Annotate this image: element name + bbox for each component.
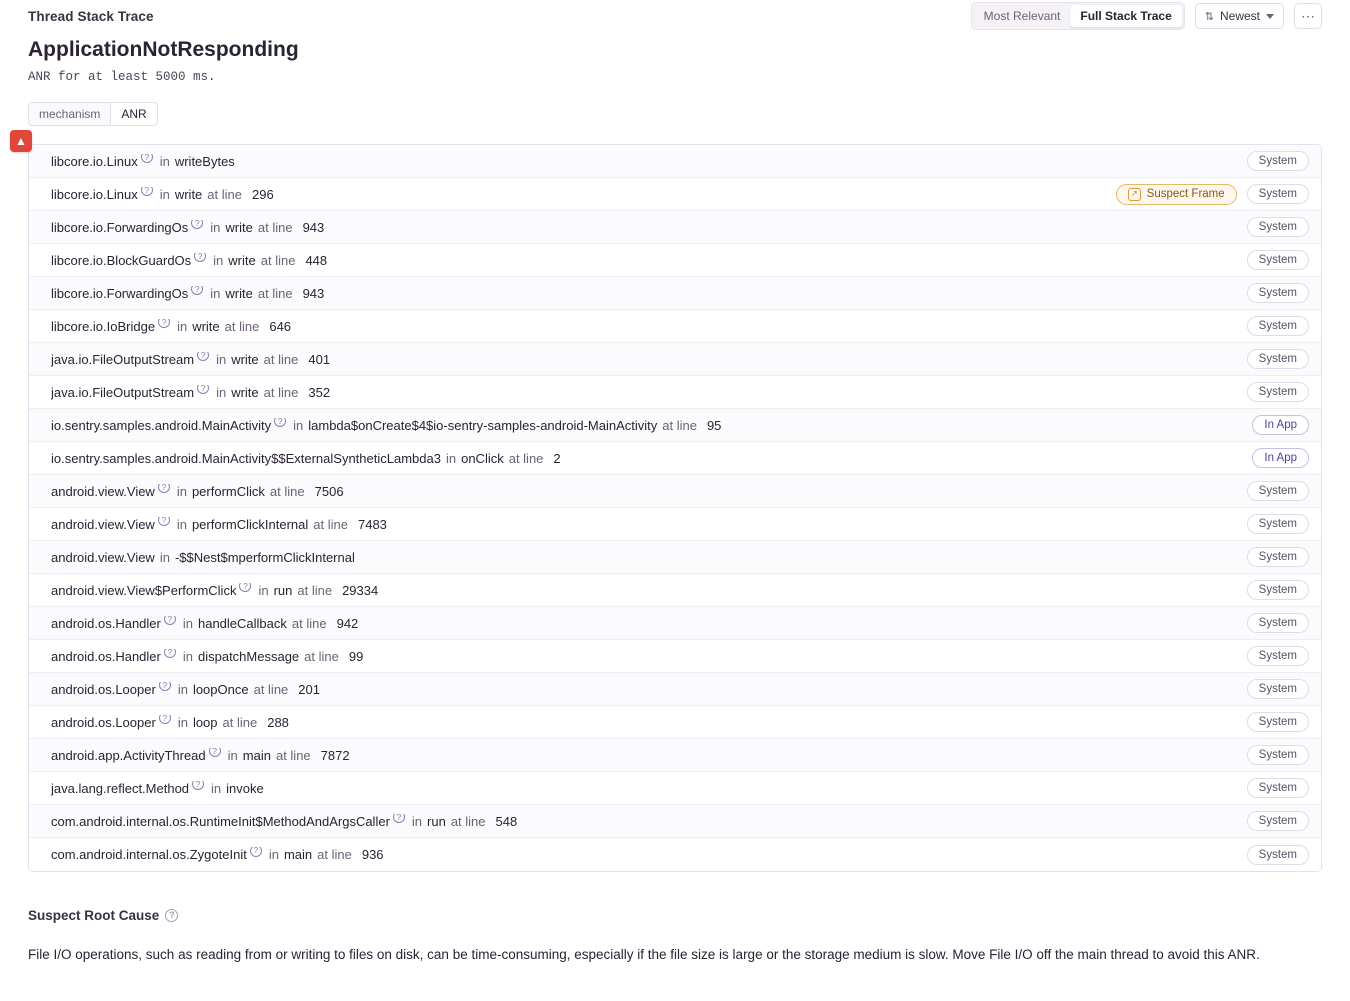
- frame-package: java.io.FileOutputStream: [51, 351, 195, 367]
- frame-at-line-label: at line: [317, 847, 352, 862]
- system-badge: System: [1247, 184, 1309, 204]
- stack-frame-row[interactable]: [29, 244, 1321, 277]
- frame-line-number: 201: [298, 681, 320, 697]
- frame-badges: [1247, 547, 1309, 567]
- help-icon[interactable]: ?: [239, 583, 251, 593]
- frame-package: java.io.FileOutputStream: [51, 384, 195, 400]
- frame-function: run: [273, 582, 293, 598]
- frame-badges: [1247, 481, 1309, 501]
- frame-at-line-label: at line: [275, 747, 311, 763]
- frame-at-line-label: at line: [260, 252, 296, 268]
- stack-frame-content: [51, 319, 1235, 334]
- frame-badges: [1247, 712, 1309, 732]
- frame-package: libcore.io.BlockGuardOs: [51, 252, 192, 268]
- stack-frame-row[interactable]: [29, 607, 1321, 640]
- tag-key: mechanism: [29, 103, 111, 125]
- frame-package: libcore.io.ForwardingOs: [51, 219, 189, 235]
- frame-in-keyword: in: [177, 318, 188, 334]
- frame-package: libcore.io.IoBridge: [51, 318, 156, 334]
- sort-button[interactable]: [1195, 3, 1284, 29]
- frame-line-number: 942: [336, 615, 359, 631]
- frame-in-keyword: in: [210, 219, 221, 235]
- frame-badges: [1247, 514, 1309, 534]
- in-app-badge: In App: [1252, 415, 1309, 435]
- sort-icon: ⇅: [1204, 10, 1214, 23]
- stack-frame-row[interactable]: [29, 739, 1321, 772]
- frame-badges: [1252, 415, 1309, 435]
- stack-frame-row[interactable]: [29, 541, 1321, 574]
- error-header: [0, 28, 1350, 84]
- frame-badges: [1247, 316, 1309, 336]
- frame-function: write: [192, 318, 220, 334]
- frame-badges: [1247, 349, 1309, 369]
- frame-line-number: 943: [302, 219, 325, 235]
- frame-line-number: 288: [267, 714, 289, 730]
- stack-frame-content: [51, 616, 1235, 631]
- frame-package: android.os.Looper: [51, 681, 156, 697]
- frame-line-number: 296: [252, 186, 274, 202]
- toggle-full-stack-trace[interactable]: Full Stack Trace: [1070, 5, 1181, 27]
- stack-frame-content: [51, 847, 1235, 862]
- stack-frame-row[interactable]: [29, 574, 1321, 607]
- frame-package: android.view.View: [51, 516, 155, 532]
- help-icon[interactable]: ?: [393, 814, 405, 824]
- frame-badges: [1247, 679, 1309, 699]
- stack-frame-row[interactable]: [29, 178, 1321, 211]
- frame-function: onClick: [461, 450, 504, 466]
- error-subtitle: ANR for at least 5000 ms.: [28, 70, 216, 84]
- tag-mechanism[interactable]: [28, 102, 158, 126]
- frame-function: performClick: [191, 483, 265, 499]
- view-toggle-group[interactable]: [971, 2, 1185, 30]
- system-badge: System: [1247, 547, 1309, 567]
- frame-at-line-label: at line: [291, 615, 327, 631]
- help-icon[interactable]: ?: [158, 517, 170, 527]
- help-icon[interactable]: ?: [191, 286, 203, 296]
- system-badge: System: [1247, 613, 1309, 633]
- frame-at-line-label: at line: [257, 285, 293, 301]
- system-badge: System: [1247, 845, 1309, 865]
- stack-frame-content: [51, 418, 1240, 433]
- frame-badges: [1247, 217, 1309, 237]
- stack-frame-content: [51, 748, 1235, 763]
- stack-frame-row[interactable]: [29, 772, 1321, 805]
- stack-frame-content: [51, 187, 1104, 202]
- stack-frame-content: [51, 583, 1235, 598]
- frame-function: loopOnce: [192, 681, 249, 697]
- help-icon[interactable]: ?: [197, 352, 209, 362]
- frame-package: libcore.io.Linux: [51, 186, 138, 202]
- frame-in-keyword: in: [216, 384, 227, 400]
- stack-frame-content: [51, 781, 1235, 796]
- stack-frame-row[interactable]: [29, 310, 1321, 343]
- tag-value: ANR: [121, 107, 147, 121]
- system-badge: System: [1247, 811, 1309, 831]
- frame-function: invoke: [226, 780, 264, 796]
- stack-frame-row[interactable]: [29, 475, 1321, 508]
- frame-function: write: [228, 252, 256, 268]
- help-icon[interactable]: ?: [159, 682, 171, 692]
- tag-list: [0, 84, 1350, 126]
- frame-function: dispatchMessage: [197, 648, 300, 664]
- frame-line-number: 352: [308, 384, 331, 400]
- stack-frame-content: [51, 715, 1235, 730]
- frame-function: main: [242, 747, 271, 763]
- frame-package: android.view.View: [51, 483, 155, 499]
- frame-in-keyword: in: [293, 417, 304, 433]
- frame-badges: [1247, 613, 1309, 633]
- system-badge: System: [1247, 778, 1309, 798]
- frame-in-keyword: in: [159, 153, 170, 169]
- frame-at-line-label: at line: [313, 516, 348, 532]
- frame-function: write: [231, 384, 259, 400]
- frame-package: com.android.internal.os.ZygoteInit: [51, 847, 247, 862]
- stack-frame-row[interactable]: [29, 805, 1321, 838]
- frame-line-number: 29334: [342, 582, 379, 598]
- system-badge: System: [1247, 283, 1309, 303]
- help-icon[interactable]: ?: [209, 748, 221, 758]
- frame-badges: [1247, 250, 1309, 270]
- frame-badges: [1247, 845, 1309, 865]
- stack-frame-content: [51, 484, 1235, 499]
- frame-line-number: 943: [302, 285, 325, 301]
- system-badge: System: [1247, 580, 1309, 600]
- stack-frame-content: [51, 451, 1240, 466]
- toggle-most-relevant[interactable]: Most Relevant: [974, 5, 1071, 27]
- help-icon[interactable]: ?: [191, 220, 203, 230]
- stack-frame-content: [51, 550, 1235, 565]
- help-icon[interactable]: ?: [158, 319, 170, 329]
- stack-frame-row[interactable]: [29, 442, 1321, 475]
- frame-function: handleCallback: [197, 615, 287, 631]
- frame-line-number: 95: [706, 417, 722, 433]
- frame-in-keyword: in: [176, 483, 187, 499]
- frame-at-line-label: at line: [222, 714, 258, 730]
- toolbar-actions: [971, 2, 1322, 30]
- frame-package: io.sentry.samples.android.MainActivity: [51, 417, 272, 433]
- frame-at-line-label: at line: [224, 318, 260, 334]
- frame-badges: [1247, 778, 1309, 798]
- sort-label: Newest: [1219, 9, 1260, 23]
- frame-function: main: [283, 847, 313, 862]
- frame-function: -$$Nest$mperformClickInternal: [174, 549, 355, 565]
- frame-package: com.android.internal.os.RuntimeInit$MethodAndArgsCaller: [51, 813, 390, 829]
- frame-badges: [1247, 745, 1309, 765]
- frame-in-keyword: in: [177, 681, 188, 697]
- frame-in-keyword: in: [210, 285, 221, 301]
- stack-frame-content: [51, 649, 1235, 664]
- help-icon[interactable]: ?: [250, 847, 262, 857]
- frame-at-line-label: at line: [508, 450, 544, 466]
- frame-at-line-label: at line: [450, 813, 486, 829]
- frame-badges: [1247, 283, 1309, 303]
- frame-in-keyword: in: [258, 582, 269, 598]
- suspect-frame-label: Suspect Frame: [1146, 188, 1225, 200]
- system-badge: System: [1247, 481, 1309, 501]
- stack-frame-row[interactable]: [29, 145, 1321, 178]
- system-badge: System: [1247, 382, 1309, 402]
- stack-frame-content: [51, 253, 1235, 268]
- frame-in-keyword: in: [411, 813, 423, 829]
- frame-function: writeBytes: [174, 153, 235, 169]
- help-icon[interactable]: ?: [158, 484, 170, 494]
- frame-at-line-label: at line: [263, 384, 299, 400]
- system-badge: System: [1247, 646, 1309, 666]
- stack-trace-frames: [28, 144, 1322, 872]
- frame-in-keyword: in: [176, 516, 187, 532]
- frame-at-line-label: at line: [269, 483, 305, 499]
- stack-frame-content: [51, 154, 1235, 169]
- system-badge: System: [1247, 217, 1309, 237]
- system-badge: System: [1247, 745, 1309, 765]
- frame-in-keyword: in: [216, 351, 227, 367]
- frame-package: android.os.Handler: [51, 648, 161, 664]
- frame-function: run: [427, 813, 446, 829]
- frame-in-keyword: in: [182, 648, 193, 664]
- help-icon[interactable]: ?: [274, 418, 286, 428]
- help-icon[interactable]: ?: [197, 385, 209, 395]
- frame-function: write: [231, 351, 259, 367]
- stack-frame-row[interactable]: [29, 673, 1321, 706]
- frame-package: libcore.io.Linux: [51, 153, 138, 169]
- frame-in-keyword: in: [227, 747, 238, 763]
- suspect-root-cause-body: File I/O operations, such as reading from or writing to files on disk, can be time-consuming, especially if the file size is large or the storage medium is slow. Move File I/O off the main thread to avoid this ANR.: [28, 947, 1260, 962]
- frame-at-line-label: at line: [207, 186, 242, 202]
- frame-line-number: 7506: [314, 483, 344, 499]
- frame-package: android.os.Looper: [51, 714, 156, 730]
- frame-function: write: [225, 285, 253, 301]
- stack-frame-content: [51, 814, 1235, 829]
- help-icon[interactable]: ?: [164, 649, 176, 659]
- section-title: Thread Stack Trace: [28, 8, 154, 24]
- in-app-badge: In App: [1252, 448, 1309, 468]
- suspect-root-cause-title: [28, 908, 1322, 923]
- frame-line-number: 936: [361, 847, 384, 862]
- system-badge: System: [1247, 514, 1309, 534]
- more-options-button[interactable]: ⋯: [1294, 3, 1322, 29]
- frame-badges: [1247, 580, 1309, 600]
- frame-badges: [1252, 448, 1309, 468]
- stack-frame-row[interactable]: [29, 640, 1321, 673]
- frame-badges: [1116, 184, 1309, 205]
- stack-frame-row[interactable]: [29, 838, 1321, 871]
- android-icon: ▲: [10, 130, 32, 152]
- frame-package: android.view.View: [51, 549, 155, 565]
- stack-frame-row[interactable]: [29, 706, 1321, 739]
- system-badge: System: [1247, 316, 1309, 336]
- stack-frame-content: [51, 517, 1235, 532]
- system-badge: System: [1247, 712, 1309, 732]
- help-icon[interactable]: ?: [141, 187, 153, 197]
- stack-frame-row[interactable]: [29, 211, 1321, 244]
- system-badge: System: [1247, 250, 1309, 270]
- frame-at-line-label: at line: [304, 648, 339, 664]
- frame-at-line-label: at line: [662, 417, 697, 433]
- frame-in-keyword: in: [159, 186, 170, 202]
- stack-frame-row[interactable]: [29, 508, 1321, 541]
- suspect-root-cause-heading-text: Suspect Root Cause: [28, 908, 160, 923]
- frame-badges: [1247, 151, 1309, 171]
- stack-frame-content: [51, 385, 1235, 400]
- frame-in-keyword: in: [211, 780, 222, 796]
- frame-package: android.app.ActivityThread: [51, 747, 206, 763]
- system-badge: System: [1247, 679, 1309, 699]
- frame-in-keyword: in: [182, 615, 193, 631]
- frame-at-line-label: at line: [297, 582, 333, 598]
- frame-function: performClickInternal: [191, 516, 309, 532]
- frame-badges: [1247, 811, 1309, 831]
- stack-trace-section: [0, 126, 1350, 872]
- frame-badges: [1247, 646, 1309, 666]
- help-icon[interactable]: ?: [164, 616, 176, 626]
- stack-frame-content: [51, 682, 1235, 697]
- frame-in-keyword: in: [213, 252, 224, 268]
- chevron-down-icon: [1266, 14, 1274, 19]
- stack-frame-content: [51, 220, 1235, 235]
- help-icon[interactable]: ?: [141, 154, 153, 164]
- frame-function: write: [225, 219, 253, 235]
- stack-trace-toolbar: [0, 0, 1350, 28]
- frame-line-number: 448: [305, 252, 328, 268]
- page-title: ApplicationNotResponding: [28, 38, 299, 61]
- frame-badges: [1247, 382, 1309, 402]
- frame-line-number: 548: [495, 813, 518, 829]
- stack-frame-content: [51, 352, 1235, 367]
- frame-package: java.lang.reflect.Method: [51, 780, 190, 796]
- stack-frame-row[interactable]: [29, 409, 1321, 442]
- frame-line-number: 401: [308, 351, 331, 367]
- frame-in-keyword: in: [445, 450, 457, 466]
- suspect-root-cause-section: [0, 872, 1350, 965]
- frame-line-number: 2: [553, 450, 561, 466]
- help-icon[interactable]: ?: [194, 253, 206, 263]
- frame-at-line-label: at line: [263, 351, 299, 367]
- frame-package: libcore.io.ForwardingOs: [51, 285, 189, 301]
- stack-frame-content: [51, 286, 1235, 301]
- frame-line-number: 7483: [357, 516, 387, 532]
- frame-in-keyword: in: [177, 714, 188, 730]
- frame-function: lambda$onCreate$4$io-sentry-samples-android-MainActivity: [308, 417, 658, 433]
- stack-frame-row[interactable]: [29, 376, 1321, 409]
- stack-frame-row[interactable]: [29, 277, 1321, 310]
- suspect-frame-icon: ↗: [1128, 188, 1141, 201]
- suspect-frame-badge[interactable]: [1116, 184, 1237, 205]
- frame-line-number: 7872: [320, 747, 350, 763]
- help-icon[interactable]: ?: [192, 781, 204, 791]
- frame-line-number: 99: [348, 648, 364, 664]
- system-badge: System: [1247, 349, 1309, 369]
- frame-at-line-label: at line: [253, 681, 289, 697]
- help-icon[interactable]: ?: [159, 715, 171, 725]
- frame-line-number: 646: [269, 318, 292, 334]
- frame-package: io.sentry.samples.android.MainActivity$$ExternalSyntheticLambda3: [51, 450, 441, 466]
- frame-package: android.view.View$PerformClick: [51, 582, 237, 598]
- frame-in-keyword: in: [268, 847, 279, 862]
- frame-at-line-label: at line: [257, 219, 293, 235]
- frame-package: android.os.Handler: [51, 615, 161, 631]
- frame-function: write: [174, 186, 203, 202]
- frame-in-keyword: in: [159, 549, 170, 565]
- help-icon[interactable]: ?: [165, 909, 178, 922]
- stack-frame-row[interactable]: [29, 343, 1321, 376]
- system-badge: System: [1247, 151, 1309, 171]
- frame-function: loop: [192, 714, 218, 730]
